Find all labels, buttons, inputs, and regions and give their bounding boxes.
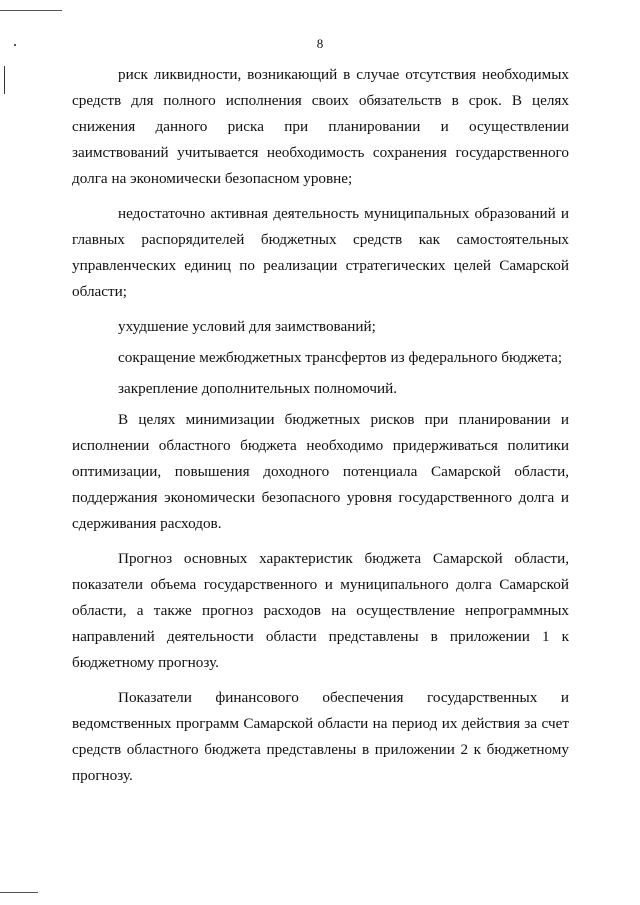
scan-mark-bottom-left xyxy=(0,892,38,893)
page-number: 8 xyxy=(316,36,324,51)
paragraph-program-financing: Показатели финансового обеспечения государственных и ведомственных программ Самарской области на период их действия за счет средств областного бюджета представлены в приложении 2 к бюджетному прогнозу. xyxy=(72,689,569,784)
scan-mark-top-left xyxy=(0,10,62,11)
paragraph-transfers-reduction: сокращение межбюджетных трансфертов из федерального бюджета; xyxy=(118,349,563,366)
scan-mark-left-bar xyxy=(4,66,5,94)
body-text xyxy=(72,62,569,789)
paragraph-municipal-activity: недостаточно активная деятельность муниципальных образований и главных распорядителей бюджетных средств как самостоятельных управленческих единиц по реализации стратегических целей Самарской области; xyxy=(72,205,569,300)
paragraph-borrowing-conditions: ухудшение условий для заимствований; xyxy=(118,318,376,335)
paragraph-budget-forecast: Прогноз основных характеристик бюджета Самарской области, показатели объема государственного и муниципального долга Самарской области, а также прогноз расходов на осуществление непрограммных направлений деятельности области представлены в приложении 1 к бюджетному прогнозу. xyxy=(72,550,569,671)
paragraph-risk-minimization: В целях минимизации бюджетных рисков при планировании и исполнении областного бюджета необходимо придерживаться политики оптимизации, повышения доходного потенциала Самарской области, поддержания экономически безопасного уровня государственного долга и сдерживания расходов. xyxy=(72,411,569,532)
paragraph-liquidity-risk: риск ликвидности, возникающий в случае отсутствия необходимых средств для полного исполнения своих обязательств в срок. В целях снижения данного риска при планировании и осуществлении заимствований учитывается необходимость сохранения государственного долга на экономически безопасном уровне; xyxy=(72,66,569,187)
paragraph-additional-powers: закрепление дополнительных полномочий. xyxy=(118,380,398,397)
